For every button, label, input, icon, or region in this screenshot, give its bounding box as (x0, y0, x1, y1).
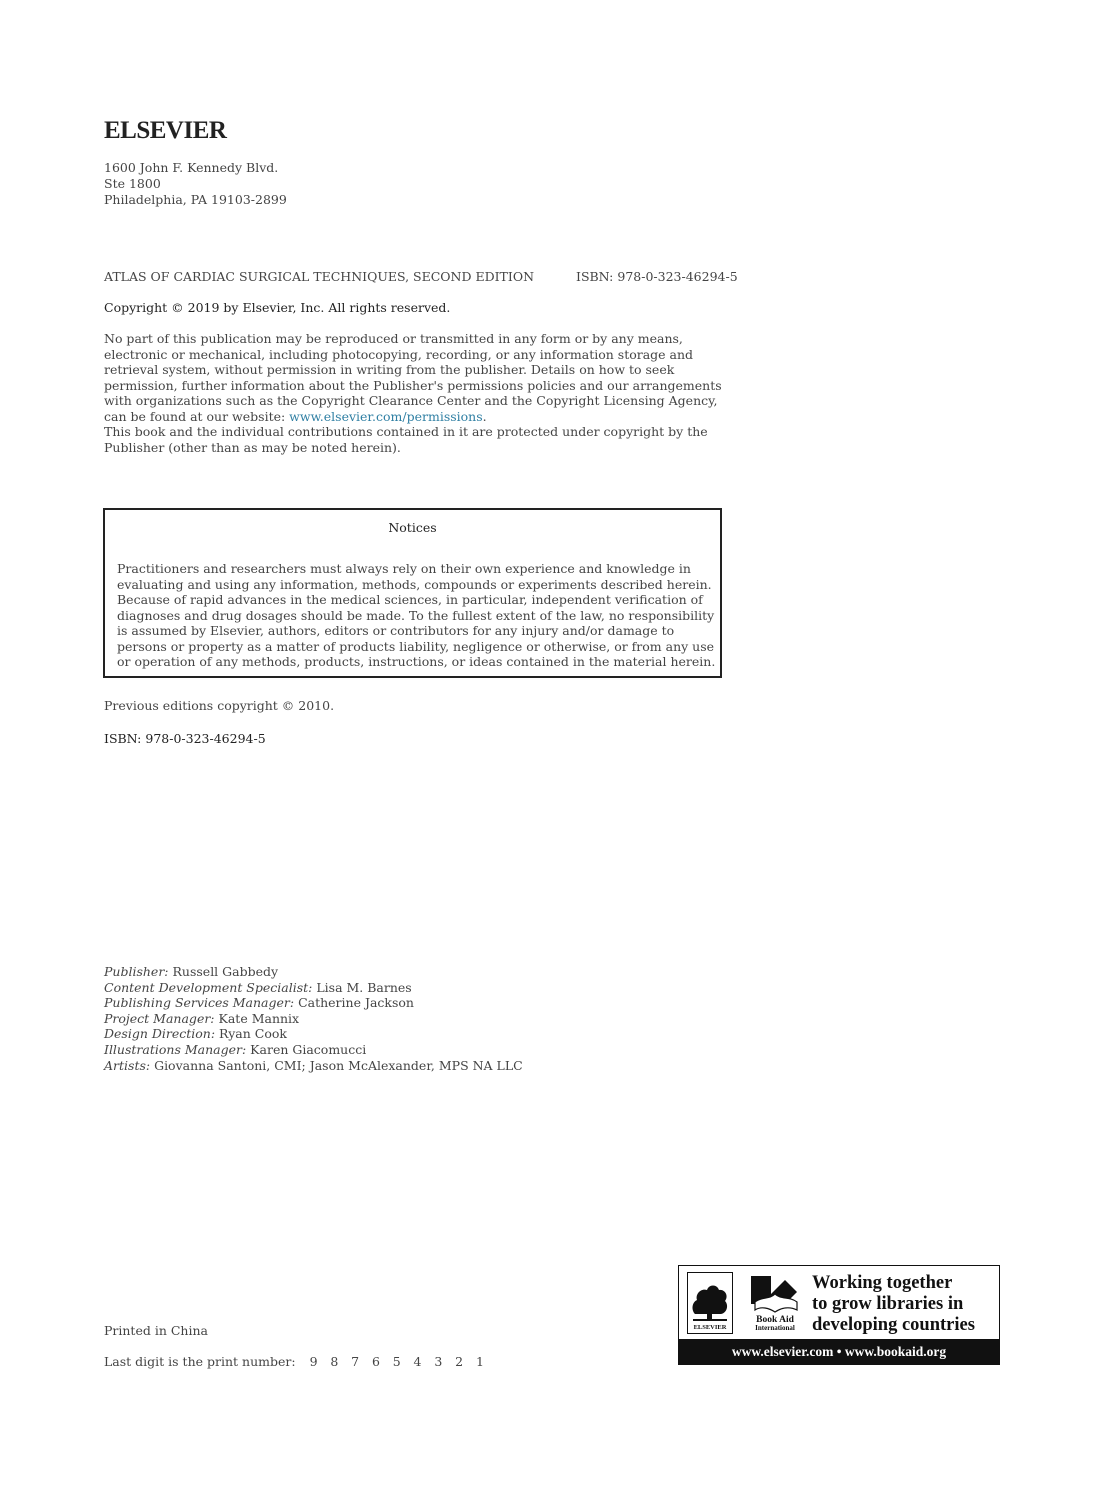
bookaid-logo-icon (745, 1272, 805, 1334)
protection-paragraph: This book and the individual contributions contained in it are protected under copyright by the Publisher (other than as may be noted herein). (104, 424, 708, 455)
credit-role: Content Development Specialist: (104, 979, 313, 995)
credit-line (104, 995, 523, 1011)
notices-box (103, 508, 722, 678)
publisher-address (104, 160, 287, 208)
notices-title: Notices (388, 520, 437, 535)
permissions-end: . (482, 408, 487, 424)
print-digit: 7 (351, 1354, 360, 1369)
credit-line (104, 1026, 523, 1042)
print-digit: 8 (330, 1354, 339, 1369)
bookaid-logo-subtext: International (755, 1324, 795, 1332)
print-digit: 1 (475, 1354, 484, 1369)
slogan-line: developing countries (812, 1315, 975, 1335)
credit-line (104, 980, 523, 996)
address-line: Philadelphia, PA 19103-2899 (104, 192, 287, 207)
credit-name: Catherine Jackson (298, 995, 414, 1011)
credit-name: Karen Giacomucci (250, 1041, 367, 1057)
title-row (104, 269, 738, 284)
credit-role: Publishing Services Manager: (104, 995, 295, 1011)
print-digit: 9 (309, 1354, 318, 1369)
credit-line (104, 1058, 523, 1074)
previous-editions: Previous editions copyright © 2010. (104, 698, 335, 713)
notices-text: Practitioners and researchers must always rely on their own experience and knowledge in evaluating and using any information, methods, compounds or experiments described herein. Because of rapid advances in the medical sciences, in particular, independent verification of diagnoses and drug dosages should be made. To the fullest extent of the law, no responsibility is assumed by Elsevier, authors, editors or contributors for any injury and/or damage to persons or property as a matter of products liability, negligence or otherwise, or from any use or operation of any methods, products, instructions, or ideas contained in the material herein. (117, 561, 716, 669)
permissions-paragraph (104, 331, 724, 424)
print-number-label: Last digit is the print number: (104, 1354, 296, 1369)
slogan-line: Working together (812, 1273, 953, 1293)
publisher-logo: ELSEVIER (104, 117, 227, 144)
bookaid-slogan (812, 1273, 975, 1336)
permissions-text: No part of this publication may be reproduced or transmitted in any form or by any means, electronic or mechanical, including photocopying, recording, or any information storage and retrieval system, without permission in writing from the publisher. Details on how to seek permission, further information about the Publisher's permissions policies and our arrangements with organizations such as the Copyright Clearance Center and the Copyright Licensing Agency, can be found at our website: (104, 331, 722, 424)
address-line: Ste 1800 (104, 176, 161, 191)
book-title: ATLAS OF CARDIAC SURGICAL TECHNIQUES, SECOND EDITION (104, 269, 535, 284)
credit-line (104, 1011, 523, 1027)
elsevier-logo-text: ELSEVIER (693, 1324, 727, 1331)
credit-role: Project Manager: (104, 1010, 215, 1026)
slogan-line: to grow libraries in (812, 1294, 964, 1314)
credit-role: Artists: (104, 1057, 151, 1073)
credit-role: Illustrations Manager: (104, 1041, 247, 1057)
credit-name: Russell Gabbedy (172, 964, 279, 979)
print-digit: 2 (455, 1354, 464, 1369)
print-digit: 5 (392, 1354, 401, 1369)
credit-role: Publisher: (104, 964, 169, 979)
copyright-line: Copyright © 2019 by Elsevier, Inc. All rights reserved. (104, 300, 451, 315)
credit-name: Kate Mannix (218, 1010, 300, 1026)
print-digit: 4 (413, 1354, 422, 1369)
bookaid-urls: www.elsevier.com • www.bookaid.org (679, 1339, 999, 1364)
printed-in: Printed in China (104, 1323, 208, 1338)
permissions-link[interactable]: www.elsevier.com/permissions (289, 408, 483, 424)
credit-line (104, 1042, 523, 1058)
credit-role: Design Direction: (104, 1026, 216, 1042)
credit-name: Lisa M. Barnes (316, 979, 412, 995)
print-digit: 3 (434, 1354, 443, 1369)
credit-line (104, 964, 523, 980)
credits-list (104, 964, 523, 1073)
credit-name: Giovanna Santoni, CMI; Jason McAlexander, MPS NA LLC (154, 1057, 523, 1073)
isbn-line: ISBN: 978-0-323-46294-5 (104, 731, 266, 746)
bookaid-banner (678, 1265, 1000, 1365)
print-digits (310, 1354, 497, 1369)
header-isbn: ISBN: 978-0-323-46294-5 (576, 269, 738, 284)
bookaid-logo-text: Book Aid (756, 1315, 794, 1325)
credit-name: Ryan Cook (219, 1026, 287, 1042)
print-digit: 6 (371, 1354, 380, 1369)
address-line: 1600 John F. Kennedy Blvd. (104, 160, 279, 175)
elsevier-tree-logo-icon (687, 1272, 733, 1334)
print-number-line (104, 1354, 497, 1369)
